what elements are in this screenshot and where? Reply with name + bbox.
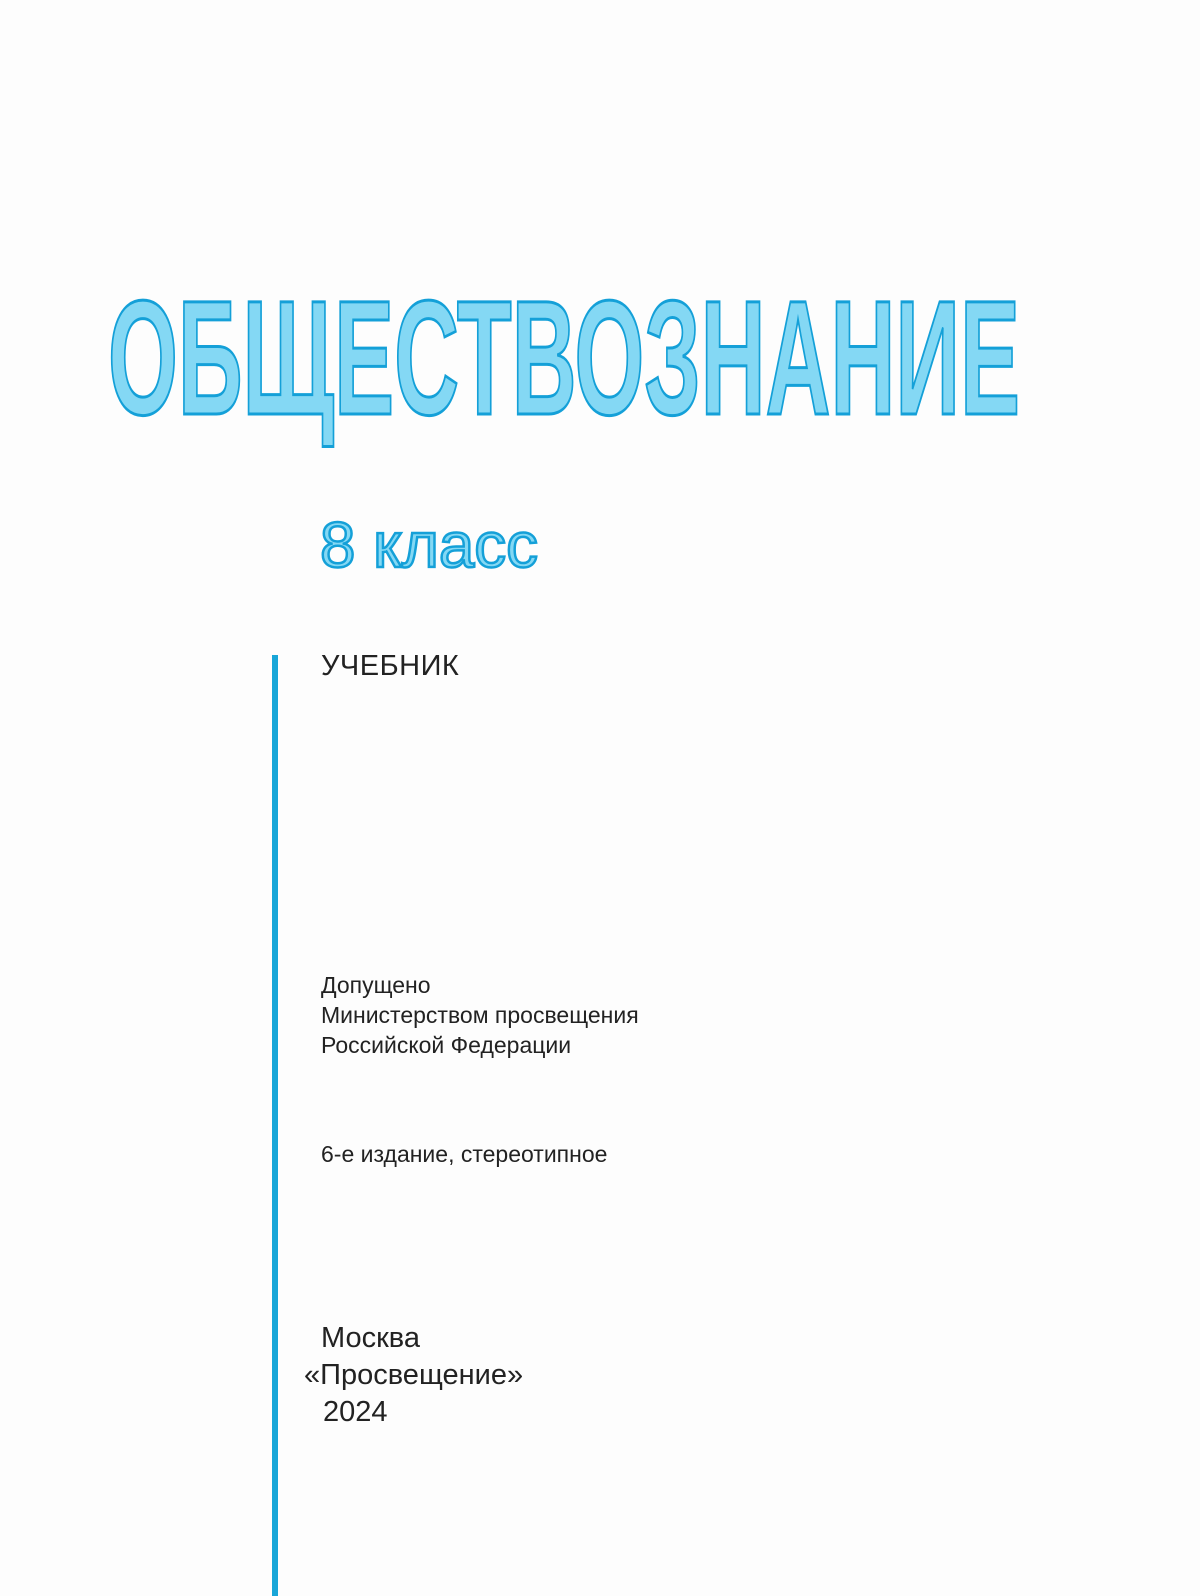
imprint-year: 2024 bbox=[323, 1396, 388, 1428]
imprint-publisher: «Просвещение» bbox=[304, 1359, 524, 1391]
edition-note: 6-е издание, стереотипное bbox=[321, 1141, 608, 1167]
grade-title-text: 8 класс bbox=[320, 509, 538, 581]
imprint bbox=[304, 1320, 523, 1431]
book-title bbox=[0, 262, 1200, 462]
approval-line: Российской Федерации bbox=[321, 1032, 572, 1058]
approval-line: Министерством просвещения bbox=[321, 1002, 639, 1028]
approval-line: Допущено bbox=[321, 972, 431, 998]
book-kind: УЧЕБНИК bbox=[321, 650, 460, 682]
book-title-text: ОБЩЕСТВОЗНАНИЕ bbox=[108, 266, 1020, 449]
grade-title bbox=[318, 498, 578, 588]
imprint-city: Москва bbox=[321, 1322, 421, 1354]
vertical-accent-rule bbox=[272, 655, 278, 1596]
approval-statement bbox=[321, 970, 639, 1060]
